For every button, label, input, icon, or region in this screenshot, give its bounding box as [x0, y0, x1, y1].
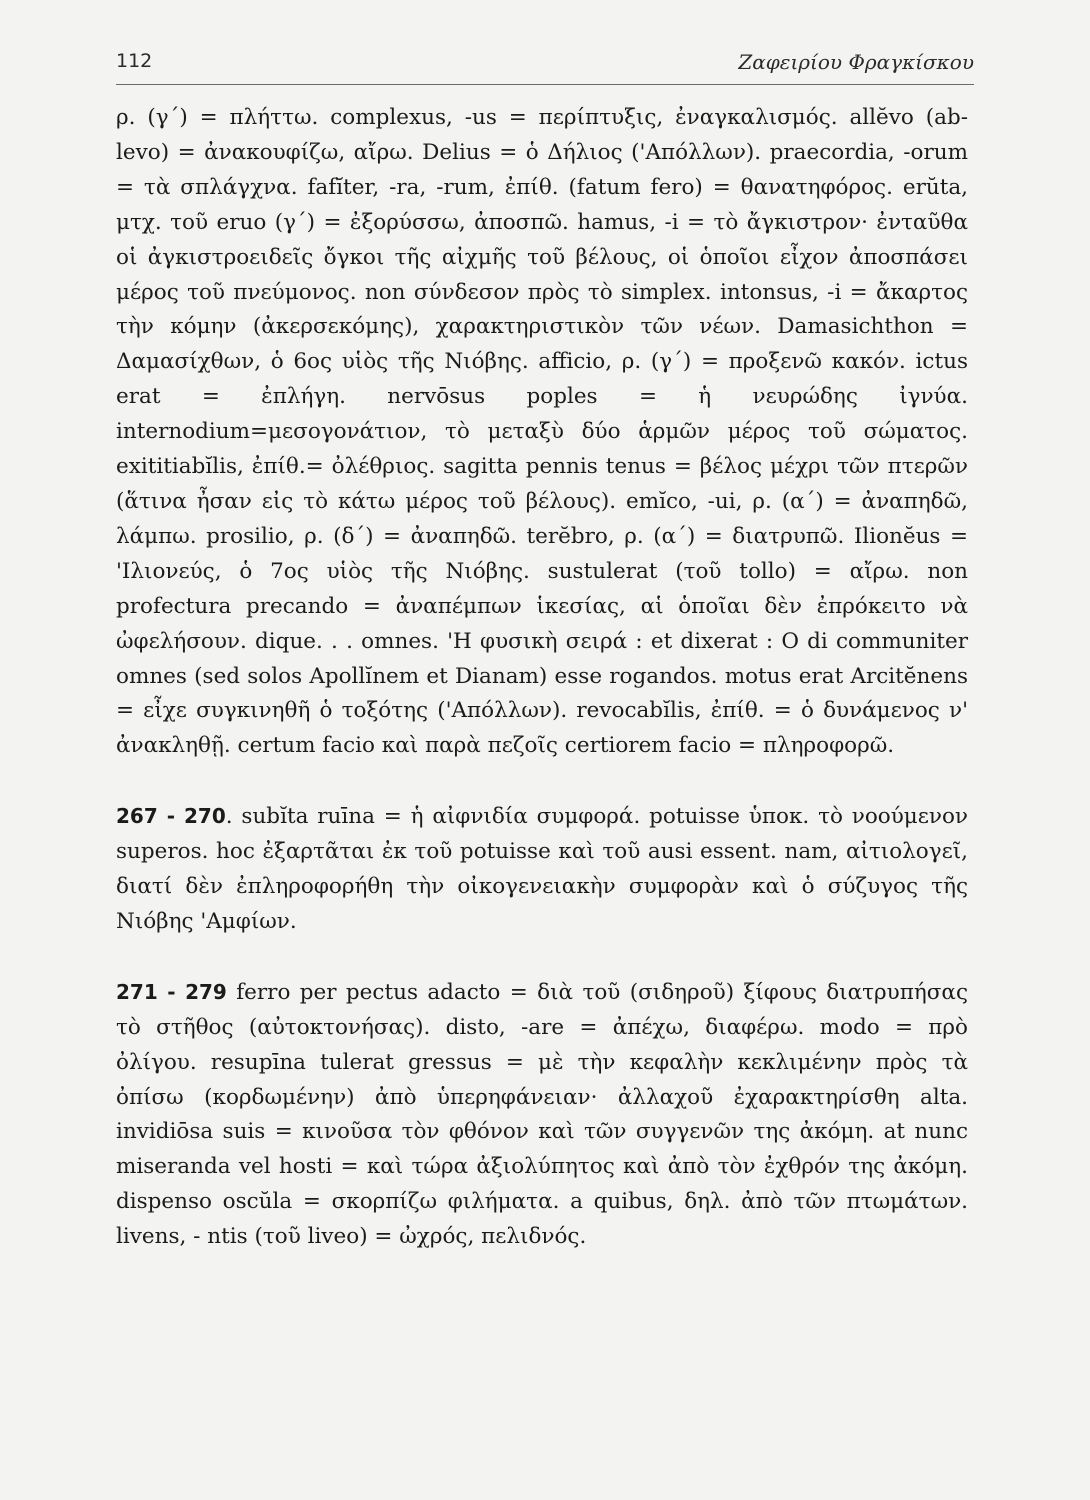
paragraph-271-279	[116, 975, 968, 1255]
page-header	[116, 46, 974, 85]
paragraph-text: ρ. (γ΄) = πλήττω. complexus, -us = περίπτυξις, ἐναγκαλισμός. allĕvo (ab-levo) = ἀνακουφίζω, αἴρω. Delius = ὁ Δήλιος ('Απόλλων). praecordia, -orum = τὰ σπλάγχνα. fafĭter, -ra, -rum, ἐπίθ. (fatum fero) = θανατηφόρος. erŭta, μτχ. τοῦ eruo (γ΄) = ἐξορύσσω, ἀποσπῶ. hamus, -i = τὸ ἄγκιστρον· ἐνταῦθα οἱ ἀγκιστροειδεῖς ὄγκοι τῆς αἰχμῆς τοῦ βέλους, οἱ ὁποῖοι εἶχον ἀποσπάσει μέρος τοῦ πνεύμονος. non σύνδεσον πρὸς τὸ simplex. intonsus, -i = ἄκαρτος τὴν κόμην (ἀκερσεκόμης), χαρακτηριστικὸν τῶν νέων. Damasichthon = Δαμασίχθων, ὁ 6ος υἱὸς τῆς Νιόβης. afficio, ρ. (γ΄) = προξενῶ κακόν. ictus erat = ἐπλήγη. nervōsus poples = ἡ νευρώδης ἰγνύα. internodium=μεσογονάτιον, τὸ μεταξὺ δύο ἁρμῶν μέρος τοῦ σώματος. exititiabĭlis, ἐπίθ.= ὀλέθριος. sagitta pennis tenus = βέλος μέχρι τῶν πτερῶν (ἅτινα ἦσαν εἰς τὸ κάτω μέρος τοῦ βέλους). emĭco, -ui, ρ. (α΄) = ἀναπηδῶ, λάμπω. prosilio, ρ. (δ΄) = ἀναπηδῶ. terĕbro, ρ. (α΄) = διατρυπῶ. Ilionĕus = 'Ιλιονεύς, ὁ 7ος υἱὸς τῆς Νιόβης. sustulerat (τοῦ tollo) = αἴρω. non profectura precando = ἀναπέμπων ἱκεσίας, αἱ ὁποῖαι δὲν ἐπρόκειτο νὰ ὠφελήσουν. dique. . . omnes. 'Η φυσικὴ σειρά : et dixerat : O di communiter omnes (sed solos Apollĭnem et Dianam) esse rogandos. motus erat Arcitĕnens = εἶχε συγκινηθῆ ὁ τοξότης ('Απόλλων). revocabĭlis, ἐπίθ. = ὁ δυνάμενος ν' ἀνακληθῇ. certum facio καὶ παρὰ πεζοῖς certiorem facio = πληροφορῶ.	[116, 105, 968, 759]
paragraph-267-270	[116, 799, 968, 940]
verse-range-number: 267 - 270	[116, 804, 226, 829]
commentary-text	[116, 101, 968, 1255]
running-head: Ζαφειρίου Φραγκίσκου	[738, 50, 974, 74]
paragraph-text: . subĭta ruīna = ἡ αἰφνιδία συμφορά. potuisse ὑποκ. τὸ νοούμενον superos. hoc ἐξαρτᾶται ἐκ τοῦ potuisse καὶ τοῦ ausi essent. nam, αἰτιολογεῖ, διατί δὲν ἐπληροφορήθη τὴν οἰκογενειακὴν συμφορὰν καὶ ὁ σύζυγος τῆς Νιόβης 'Αμφίων.	[116, 804, 968, 934]
page-number: 112	[116, 50, 153, 72]
paragraph-continuation	[116, 101, 968, 764]
paragraph-text: ferro per pectus adacto = διὰ τοῦ (σιδηροῦ) ξίφους διατρυπήσας τὸ στῆθος (αὐτοκτονήσας). disto, -are = ἀπέχω, διαφέρω. modo = πρὸ ὀλίγου. resupīna tulerat gressus = μὲ τὴν κεφαλὴν κεκλιμένην πρὸς τὰ ὀπίσω (κορδωμένην) ἀπὸ ὑπερηφάνειαν· ἀλλαχοῦ ἐχαρακτηρίσθη alta. invidiōsa suis = κινοῦσα τὸν φθόνον καὶ τῶν συγγενῶν της ἀκόμη. at nunc miseranda vel hosti = καὶ τώρα ἀξιολύπητος καὶ ἀπὸ τὸν ἐχθρόν της ἀκόμη. dispenso oscŭla = σκορπίζω φιλήματα. a quibus, δηλ. ἀπὸ τῶν πτωμάτων. livens, - ntis (τοῦ liveo) = ὠχρός, πελιδνός.	[116, 979, 968, 1250]
verse-range-number: 271 - 279	[116, 979, 227, 1004]
